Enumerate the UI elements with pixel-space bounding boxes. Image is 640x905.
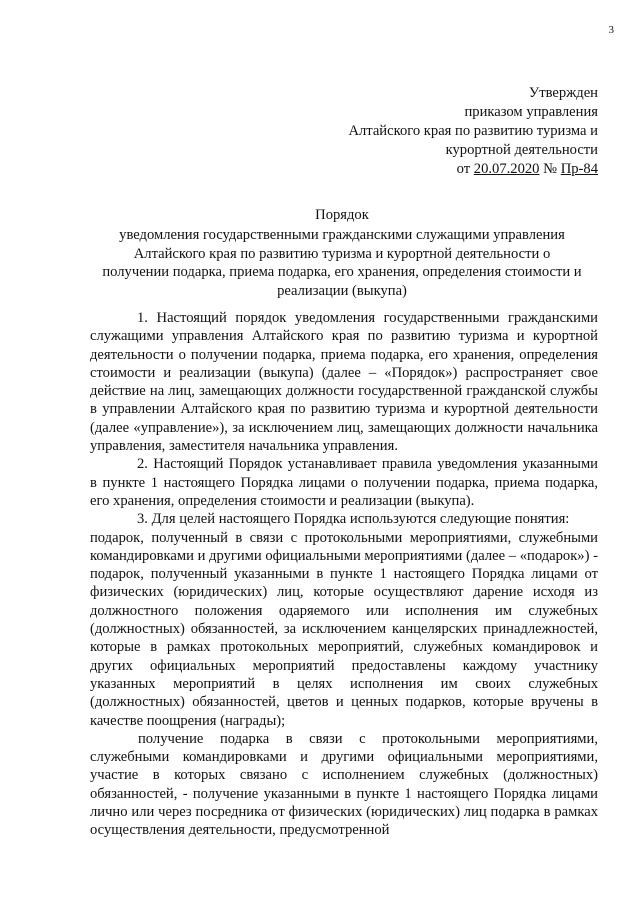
approval-date: 20.07.2020 — [473, 161, 540, 177]
title-line-4: получении подарка, приема подарка, его хранения, определения стоимости и — [102, 264, 582, 281]
page-number: 3 — [608, 24, 614, 36]
paragraph-1: 1. Настоящий порядок уведомления государственными гражданскими служащими управления Алтайского края по развитию туризма и курортной деятельности о получении подарка, приема подарка, его хранения, определения стоимости и реализации (выкупа) (далее – «Порядок») распространяет свое действие на лиц, замещающих должности государственной гражданской службы в управлении Алтайского края по развитию туризма и курортной деятельности (далее «управление»), за исключением лиц, замещающих должности начальника управления, заместителя начальника управления. — [90, 310, 598, 455]
paragraph-gift-definition: подарок, полученный в связи с протокольными мероприятиями, служебными командировками и другими официальными мероприятиями (далее – «подарок») - подарок, полученный указанными в пункте 1 настоящего Порядка лицами от физических (юридических) лиц, которые осуществляют дарение исходя из должностного положения одаряемого или исполнения им служебных (должностных) обязанностей, за исключением канцелярских принадлежностей, которые в рамках протокольных мероприятий, служебных командировок и других официальных мероприятий предоставлены каждому участнику указанных мероприятий в целях исполнения им своих служебных (должностных) обязанностей, цветов и ценных подарков, которые вручены в качестве поощрения (награды); — [90, 529, 598, 729]
approval-line-department: Алтайского края по развитию туризма и — [348, 123, 598, 139]
approval-line-order: приказом управления — [464, 104, 598, 120]
paragraph-gift-receipt-definition: получение подарка в связи с протокольными мероприятиями, служебными командировками и другими официальными мероприятиями, участие в которых связано с исполнением служебных (должностных) обязанностей, - получение указанными в пункте 1 настоящего Порядка лицами лично или через посредника от физических (юридических) лиц подарка в рамках осуществления деятельности, предусмотренной — [90, 730, 598, 839]
approval-stamp — [348, 84, 598, 179]
approval-line-approved: Утвержден — [528, 85, 598, 101]
approval-date-prefix: от — [456, 161, 474, 177]
title-line-3: Алтайского края по развитию туризма и курортной деятельности о — [133, 245, 551, 262]
title-line-2: уведомления государственными гражданскими служащими управления — [119, 227, 565, 244]
approval-number: Пр-84 — [560, 161, 598, 177]
title-line-1: Порядок — [315, 207, 369, 223]
title-line-5: реализации (выкупа) — [277, 282, 407, 299]
paragraph-3: 3. Для целей настоящего Порядка используются следующие понятия: — [137, 511, 570, 528]
approval-number-prefix: № — [539, 161, 561, 177]
document-body — [90, 309, 598, 840]
paragraph-2: 2. Настоящий Порядок устанавливает правила уведомления указанными в пункте 1 настоящего Порядка лицами о получении подарка, приема подарка, его хранения, определения стоимости и реализации (выкупа). — [90, 456, 598, 509]
approval-line-activity: курортной деятельности — [445, 142, 598, 158]
document-title — [92, 206, 592, 300]
approval-line-date-number — [348, 160, 598, 179]
